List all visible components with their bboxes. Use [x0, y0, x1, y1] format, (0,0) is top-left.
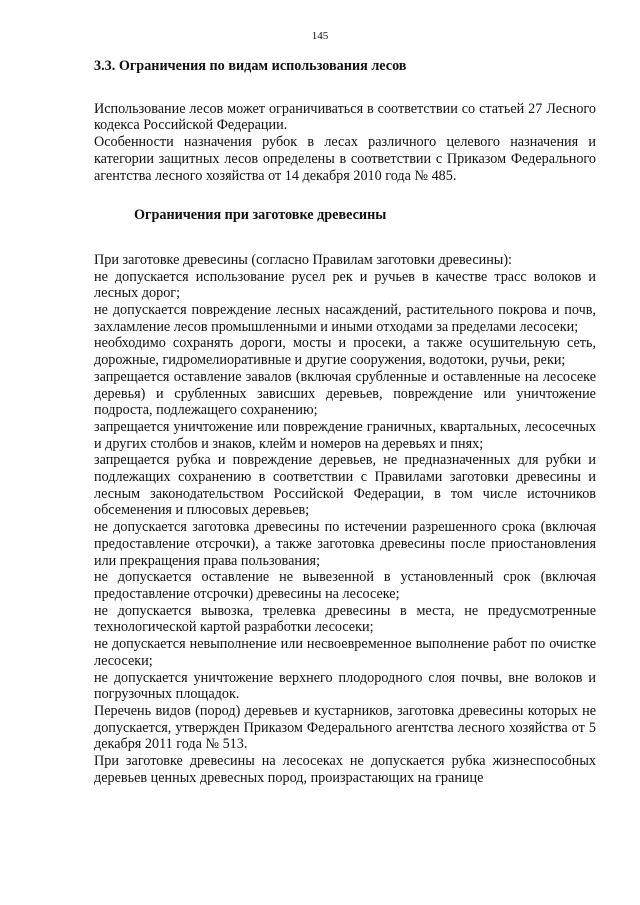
closing-paragraphs [94, 703, 596, 787]
restriction-item: запрещается уничтожение или повреждение граничных, квартальных, лесосечных и других столбов и знаков, клейм и номеров на деревьях и пнях; [94, 418, 596, 452]
closing-paragraph: При заготовке древесины на лесосеках не допускается рубка жизнеспособных деревьев ценных древесных пород, произрастающих на границе [94, 753, 596, 786]
restriction-item: запрещается рубка и повреждение деревьев, не предназначенных для рубки и подлежащих сохранению в соответствии с Правилами заготовки древесины и лесным законодательством Российской Федерации, в том числе источников обсеменения и плюсовых деревьев; [94, 452, 596, 519]
restriction-item: не допускается вывозка, трелевка древесины в места, не предусмотренные технологической картой разработки лесосеки; [94, 602, 596, 636]
page-number: 145 [311, 30, 329, 42]
intro-paragraphs [94, 101, 596, 185]
restriction-item: не допускается невыполнение или несвоевременное выполнение работ по очистке лесосеки; [94, 636, 596, 669]
intro-paragraph: Особенности назначения рубок в лесах различного целевого назначения и категории защитных лесов определены в соответствии с Приказом Федерального агентства лесного хозяйства от 14 декабря 2010 года № 485. [94, 134, 596, 184]
closing-paragraph: Перечень видов (пород) деревьев и кустарников, заготовка древесины которых не допускается, утвержден Приказом Федерального агентства лесного хозяйства от 5 декабря 2011 года № 513. [94, 702, 596, 753]
restriction-item: не допускается оставление не вывезенной в установленный срок (включая предоставление отсрочки) древесины на лесосеке; [94, 569, 596, 602]
page-content [94, 58, 596, 786]
subsection-title: Ограничения при заготовке древесины [134, 207, 387, 224]
restriction-item: не допускается заготовка древесины по истечении разрешенного срока (включая предоставление отсрочки), а также заготовка древесины после приостановления или прекращения права пользования; [94, 519, 596, 569]
restriction-item: не допускается повреждение лесных насаждений, растительного покрова и почв, захламление лесов промышленными и иными отходами за пределами лесосеки; [94, 302, 596, 335]
restriction-item: запрещается оставление завалов (включая срубленные и оставленные на лесосеке деревья) и срубленных зависших деревьев, повреждение или уничтожение подроста, подлежащего сохранению; [94, 368, 596, 419]
restriction-item: необходимо сохранять дороги, мосты и просеки, а также осушительную сеть, дорожные, гидромелиоративные и другие сооружения, водотоки, ручьи, реки; [94, 335, 596, 369]
section-title: 3.3. Ограничения по видам использования лесов [94, 58, 407, 74]
list-intro: При заготовке древесины (согласно Правилам заготовки древесины): [94, 251, 512, 268]
restriction-item: не допускается использование русел рек и ручьев в качестве трасс волоков и лесных дорог; [94, 268, 596, 302]
restriction-item: не допускается уничтожение верхнего плодородного слоя почвы, вне волоков и погрузочных площадок. [94, 669, 596, 703]
restrictions-list [94, 269, 596, 703]
intro-paragraph: Использование лесов может ограничиваться в соответствии со статьей 27 Лесного кодекса Российской Федерации. [94, 100, 596, 134]
